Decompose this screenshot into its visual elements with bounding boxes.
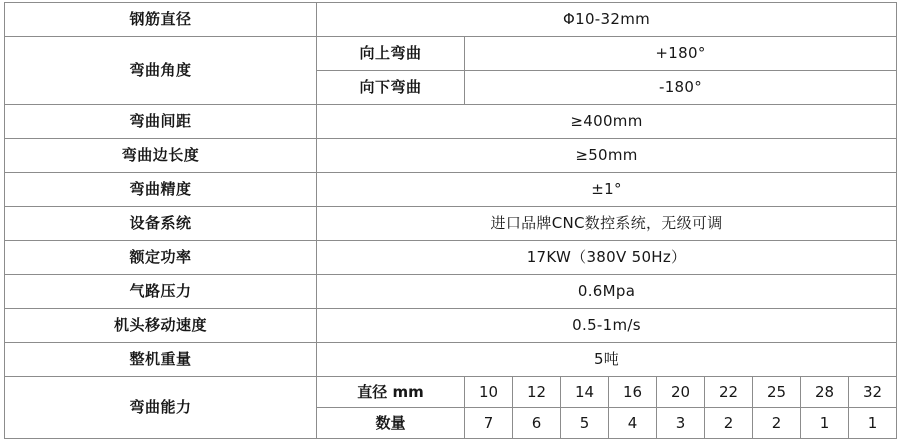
table-row [5, 105, 897, 139]
row-label: 弯曲边长度 [5, 139, 317, 173]
row-value: ≥400mm [317, 105, 897, 139]
capacity-diameter-cell: 25 [753, 377, 801, 408]
row-label: 机头移动速度 [5, 309, 317, 343]
row-value: ±1° [317, 173, 897, 207]
sub-row-label: 向上弯曲 [317, 37, 465, 71]
capacity-diameter-cell: 10 [465, 377, 513, 408]
table-row [5, 343, 897, 377]
row-value: 17KW（380V 50Hz） [317, 241, 897, 275]
capacity-quantity-cell: 5 [561, 408, 609, 439]
specification-table [4, 2, 897, 439]
row-label: 弯曲精度 [5, 173, 317, 207]
row-label: 整机重量 [5, 343, 317, 377]
capacity-diameter-cell: 14 [561, 377, 609, 408]
table-row [5, 139, 897, 173]
capacity-quantity-cell: 6 [513, 408, 561, 439]
table-row [5, 207, 897, 241]
capacity-diameter-label: 直径 mm [317, 377, 465, 408]
row-label: 额定功率 [5, 241, 317, 275]
table-row [5, 309, 897, 343]
table-row [5, 275, 897, 309]
capacity-quantity-cell: 2 [753, 408, 801, 439]
sub-row-label: 向下弯曲 [317, 71, 465, 105]
table-row [5, 37, 897, 71]
sub-row-value: -180° [465, 71, 897, 105]
row-label: 弯曲角度 [5, 37, 317, 105]
table-row [5, 173, 897, 207]
capacity-quantity-cell: 1 [849, 408, 897, 439]
capacity-quantity-cell: 2 [705, 408, 753, 439]
row-label: 设备系统 [5, 207, 317, 241]
capacity-diameter-cell: 20 [657, 377, 705, 408]
capacity-quantity-cell: 3 [657, 408, 705, 439]
capacity-quantity-cell: 1 [801, 408, 849, 439]
sub-row-value: +180° [465, 37, 897, 71]
row-value: ≥50mm [317, 139, 897, 173]
table-row [5, 3, 897, 37]
row-label: 气路压力 [5, 275, 317, 309]
capacity-quantity-cell: 4 [609, 408, 657, 439]
row-value: 5吨 [317, 343, 897, 377]
row-value: 0.5-1m/s [317, 309, 897, 343]
table-row [5, 241, 897, 275]
row-label: 弯曲间距 [5, 105, 317, 139]
capacity-diameter-cell: 16 [609, 377, 657, 408]
capacity-quantity-label: 数量 [317, 408, 465, 439]
capacity-diameter-row [5, 377, 897, 408]
capacity-quantity-cell: 7 [465, 408, 513, 439]
capacity-label: 弯曲能力 [5, 377, 317, 439]
capacity-diameter-cell: 32 [849, 377, 897, 408]
capacity-diameter-cell: 12 [513, 377, 561, 408]
capacity-diameter-cell: 28 [801, 377, 849, 408]
capacity-diameter-cell: 22 [705, 377, 753, 408]
row-value: 0.6Mpa [317, 275, 897, 309]
row-value: Φ10-32mm [317, 3, 897, 37]
row-label: 钢筋直径 [5, 3, 317, 37]
row-value: 进口品牌CNC数控系统，无级可调 [317, 207, 897, 241]
